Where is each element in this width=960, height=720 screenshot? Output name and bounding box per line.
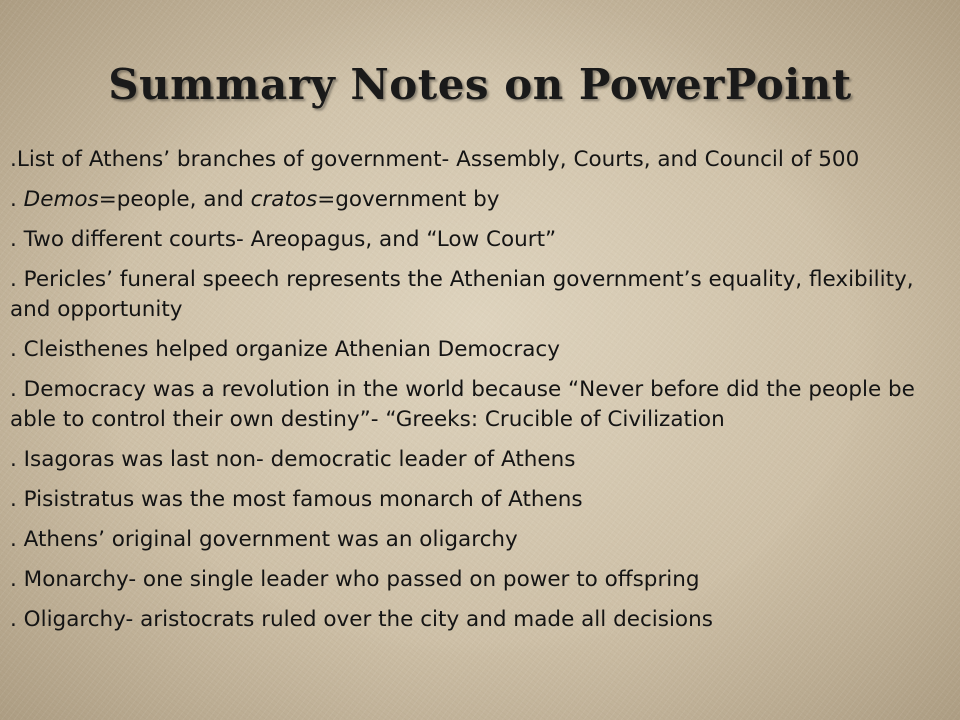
bullet-text-mid: =people, and bbox=[98, 187, 251, 212]
bullet-text: Two different courts- Areopagus, and “Low Court” bbox=[23, 227, 557, 252]
bullet-marker: . bbox=[10, 187, 24, 212]
bullet-item-pisistratus bbox=[10, 485, 940, 515]
bullet-marker: . bbox=[10, 147, 17, 172]
bullet-marker: . bbox=[10, 487, 24, 512]
bullet-marker: . bbox=[10, 227, 24, 252]
bullet-item-democracy-revolution bbox=[10, 375, 940, 435]
bullet-text: Cleisthenes helped organize Athenian Democracy bbox=[23, 337, 560, 362]
bullet-item-branches bbox=[10, 145, 940, 175]
bullet-text: Isagoras was last non- democratic leader of Athens bbox=[23, 447, 576, 472]
bullet-marker: . bbox=[10, 267, 24, 292]
bullet-marker: . bbox=[10, 337, 24, 362]
bullet-item-pericles bbox=[10, 265, 940, 325]
bullet-text: Pisistratus was the most famous monarch of Athens bbox=[23, 487, 583, 512]
bullet-item-courts bbox=[10, 225, 940, 255]
bullet-text: Pericles’ funeral speech represents the Athenian government’s equality, flexibility, and opportunity bbox=[10, 267, 914, 322]
term-cratos: cratos bbox=[250, 187, 318, 212]
bullet-item-demos-cratos bbox=[10, 185, 940, 215]
term-demos: Demos bbox=[23, 187, 99, 212]
bullet-marker: . bbox=[10, 607, 24, 632]
bullet-marker: . bbox=[10, 447, 24, 472]
bullet-item-oligarchy-original bbox=[10, 525, 940, 555]
bullet-list bbox=[10, 145, 940, 645]
bullet-text: Democracy was a revolution in the world because “Never before did the people be able to control their own destiny”- “Greeks: Crucible of Civilization bbox=[10, 377, 915, 432]
bullet-marker: . bbox=[10, 527, 24, 552]
bullet-text-rest: =government by bbox=[317, 187, 500, 212]
bullet-item-cleisthenes bbox=[10, 335, 940, 365]
bullet-item-monarchy bbox=[10, 565, 940, 595]
bullet-text: List of Athens’ branches of government- Assembly, Courts, and Council of 500 bbox=[16, 147, 860, 172]
bullet-text: Oligarchy- aristocrats ruled over the city and made all decisions bbox=[23, 607, 713, 632]
bullet-item-oligarchy-definition bbox=[10, 605, 940, 635]
bullet-marker: . bbox=[10, 377, 24, 402]
bullet-marker: . bbox=[10, 567, 24, 592]
bullet-item-isagoras bbox=[10, 445, 940, 475]
slide-title: Summary Notes on PowerPoint bbox=[108, 60, 852, 109]
bullet-text: Monarchy- one single leader who passed on power to offspring bbox=[23, 567, 700, 592]
bullet-text: Athens’ original government was an oligarchy bbox=[23, 527, 518, 552]
